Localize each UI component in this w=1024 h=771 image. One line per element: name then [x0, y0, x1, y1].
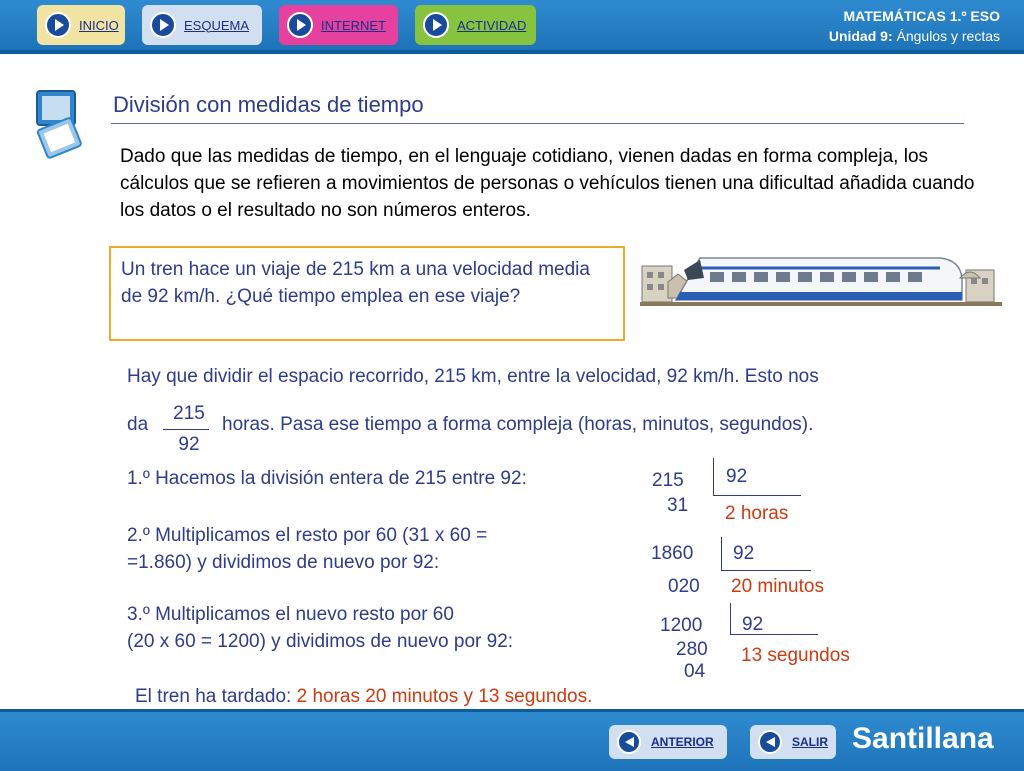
explanation-da: da: [127, 414, 149, 435]
division-2-dividend: 1860: [651, 543, 694, 564]
division-1-bracket-horizontal: [713, 495, 801, 496]
train-illustration: [640, 248, 1002, 308]
division-1-quotient: 2 horas: [725, 503, 789, 524]
step-1-text: 1.º Hacemos la división entera de 215 entre 92:: [127, 468, 527, 489]
division-3-remainder: 04: [684, 661, 706, 682]
previous-label: ANTERIOR: [651, 735, 714, 749]
subject-title: MATEMÁTICAS 1.º ESO: [843, 8, 1000, 24]
division-1-divisor: 92: [726, 466, 748, 487]
nav-button-inicio[interactable]: [37, 5, 125, 45]
nav-button-esquema[interactable]: [142, 5, 262, 45]
exit-button[interactable]: [750, 725, 836, 759]
play-icon: [150, 12, 176, 38]
nav-label-esquema: ESQUEMA: [184, 17, 250, 33]
exit-label: SALIR: [792, 735, 828, 749]
play-icon: [45, 12, 71, 38]
division-1-bracket-vertical: [713, 458, 714, 496]
division-2-bracket-vertical: [721, 537, 722, 571]
explanation-line-2: horas. Pasa ese tiempo a forma compleja (horas, minutos, segundos).: [222, 414, 814, 435]
unit-heading: [829, 28, 1000, 44]
division-2-quotient: 20 minutos: [731, 576, 824, 597]
step-3-text-line-1: 3.º Multiplicamos el nuevo resto por 60: [127, 604, 454, 625]
unit-label: Unidad 9:: [828, 28, 893, 44]
title-divider: [111, 123, 964, 124]
division-3-dividend: 1200: [660, 615, 703, 636]
unit-title: Ángulos y rectas: [896, 28, 1000, 44]
result-prefix: El tren ha tardado:: [135, 686, 292, 707]
brand-logo: Santillana: [852, 722, 994, 755]
division-3-divisor: 92: [742, 614, 764, 635]
result-value: 2 horas 20 minutos y 13 segundos.: [296, 686, 593, 707]
division-2-divisor: 92: [733, 543, 755, 564]
play-icon: [287, 12, 313, 38]
result-line: [135, 683, 592, 710]
back-arrow-icon: [617, 730, 641, 754]
step-3-text-line-2: (20 x 60 = 1200) y dividimos de nuevo por 92:: [127, 631, 514, 652]
nav-button-actividad[interactable]: [415, 5, 536, 45]
back-arrow-icon: [758, 730, 782, 754]
step-2-text-line-1: 2.º Multiplicamos el resto por 60 (31 x 60 =: [127, 525, 488, 546]
previous-button[interactable]: [609, 725, 727, 759]
division-1-dividend: 215: [652, 470, 684, 491]
nav-label-internet: INTERNET: [321, 17, 386, 33]
division-2-bracket-horizontal: [721, 570, 811, 571]
fraction-numerator: 215: [173, 403, 205, 424]
intro-paragraph: Dado que las medidas de tiempo, en el lenguaje cotidiano, vienen dadas en forma compleja, los cálculos que se refieren a movimientos de personas o vehículos tienen una dificultad añadida cuando los datos o el resultado no son números enteros.: [120, 146, 975, 221]
division-3-quotient: 13 segundos: [741, 645, 850, 666]
problem-box: Un tren hace un viaje de 215 km a una velocidad media de 92 km/h. ¿Qué tiempo emplea en ese viaje?: [109, 246, 625, 341]
fraction-denominator: 92: [178, 434, 200, 455]
nav-button-internet[interactable]: [279, 5, 398, 45]
nav-label-actividad: ACTIVIDAD: [457, 17, 527, 33]
division-1-remainder: 31: [667, 495, 689, 516]
nav-label-inicio: INICIO: [79, 17, 119, 33]
page-title: División con medidas de tiempo: [113, 92, 424, 117]
play-icon: [423, 12, 449, 38]
fraction-bar: [163, 429, 209, 430]
division-3-bracket-vertical: [730, 603, 731, 635]
step-2-text-line-2: =1.860) y dividimos de nuevo por 92:: [127, 552, 440, 573]
explanation-line-1: Hay que dividir el espacio recorrido, 215 km, entre la velocidad, 92 km/h. Esto nos: [127, 366, 819, 387]
division-3-partial: 280: [676, 639, 708, 660]
section-icon: [33, 89, 83, 159]
division-2-remainder: 020: [668, 576, 700, 597]
